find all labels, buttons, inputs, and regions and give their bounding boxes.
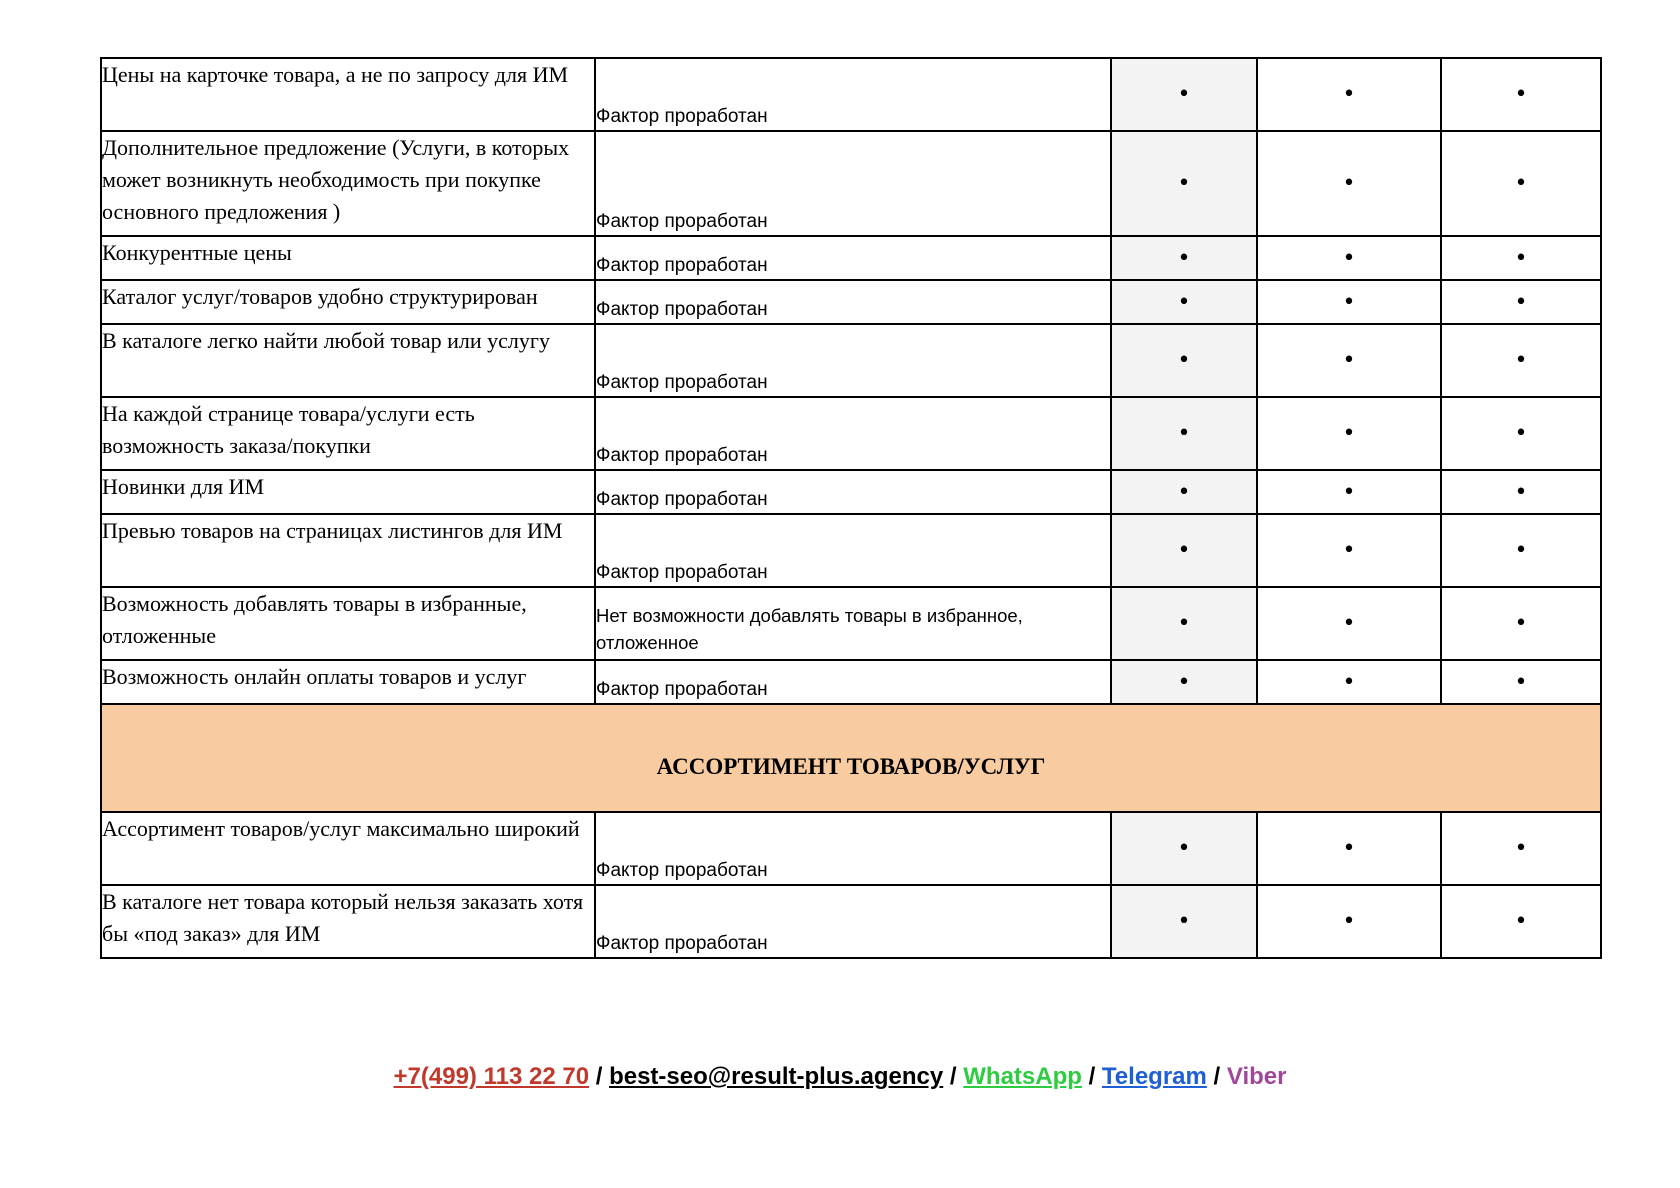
check-mark: • [1257,236,1441,280]
factor-status: Фактор проработан [595,812,1111,885]
factor-name: Дополнительное предложение (Услуги, в которых может возникнуть необходимость при покупке основного предложения ) [101,131,595,236]
check-mark: • [1441,324,1601,397]
telegram-link[interactable]: Telegram [1101,1063,1207,1090]
table-row [101,236,1601,280]
check-mark: • [1111,280,1257,324]
check-mark: • [1111,58,1257,131]
whatsapp-link[interactable]: WhatsApp [963,1063,1082,1090]
table-row [101,470,1601,514]
check-mark: • [1111,236,1257,280]
separator: / [949,1063,957,1090]
phone-link[interactable]: +7(499) 113 22 70 [393,1063,590,1090]
check-mark: • [1111,885,1257,958]
factor-status: Фактор проработан [595,514,1111,587]
check-mark: • [1257,885,1441,958]
factor-status: Фактор проработан [595,660,1111,704]
factor-name: В каталоге легко найти любой товар или услугу [101,324,595,397]
contact-footer [0,1063,1680,1091]
factor-name: Каталог услуг/товаров удобно структурирован [101,280,595,324]
check-mark: • [1441,397,1601,470]
table-row [101,587,1601,660]
check-mark: • [1111,812,1257,885]
check-mark: • [1441,885,1601,958]
check-mark: • [1257,514,1441,587]
table-row [101,131,1601,236]
email-link[interactable]: best-seo@result-plus.agency [609,1063,944,1090]
check-mark: • [1441,587,1601,660]
check-mark: • [1441,514,1601,587]
factor-name: Возможность добавлять товары в избранные, отложенные [101,587,595,660]
check-mark: • [1441,131,1601,236]
factor-name: На каждой странице товара/услуги есть возможность заказа/покупки [101,397,595,470]
factor-status: Фактор проработан [595,236,1111,280]
check-mark: • [1111,131,1257,236]
check-mark: • [1111,660,1257,704]
factors-table [100,57,1602,959]
factor-status: Фактор проработан [595,397,1111,470]
table-row [101,397,1601,470]
factor-status: Фактор проработан [595,470,1111,514]
check-mark: • [1111,470,1257,514]
factor-name: Превью товаров на страницах листингов для ИМ [101,514,595,587]
check-mark: • [1441,660,1601,704]
check-mark: • [1111,397,1257,470]
factor-name: Возможность онлайн оплаты товаров и услуг [101,660,595,704]
check-mark: • [1257,812,1441,885]
check-mark: • [1111,324,1257,397]
section-title: АССОРТИМЕНТ ТОВАРОВ/УСЛУГ [101,704,1601,812]
check-mark: • [1111,587,1257,660]
factor-name: Цены на карточке товара, а не по запросу для ИМ [101,58,595,131]
check-mark: • [1257,660,1441,704]
check-mark: • [1257,58,1441,131]
check-mark: • [1257,131,1441,236]
factor-status: Фактор проработан [595,324,1111,397]
check-mark: • [1257,324,1441,397]
check-mark: • [1441,58,1601,131]
factor-name: В каталоге нет товара который нельзя заказать хотя бы «под заказ» для ИМ [101,885,595,958]
table-row [101,660,1601,704]
table-row [101,514,1601,587]
factor-name: Новинки для ИМ [101,470,595,514]
check-mark: • [1257,280,1441,324]
factor-status: Фактор проработан [595,280,1111,324]
factor-name: Ассортимент товаров/услуг максимально широкий [101,812,595,885]
viber-label[interactable]: Viber [1226,1063,1287,1090]
factor-status: Фактор проработан [595,885,1111,958]
table-row [101,324,1601,397]
check-mark: • [1441,280,1601,324]
table-row [101,280,1601,324]
check-mark: • [1441,812,1601,885]
factor-status: Фактор проработан [595,58,1111,131]
check-mark: • [1257,470,1441,514]
check-mark: • [1111,514,1257,587]
separator: / [1213,1063,1221,1090]
table-row [101,885,1601,958]
check-mark: • [1257,587,1441,660]
table-row [101,58,1601,131]
factor-status: Фактор проработан [595,131,1111,236]
factor-name: Конкурентные цены [101,236,595,280]
section-header-row [101,704,1601,812]
check-mark: • [1441,470,1601,514]
separator: / [1088,1063,1096,1090]
check-mark: • [1441,236,1601,280]
table-row [101,812,1601,885]
check-mark: • [1257,397,1441,470]
factor-status: Нет возможности добавлять товары в избранное, отложенное [595,587,1111,660]
separator: / [595,1063,603,1090]
